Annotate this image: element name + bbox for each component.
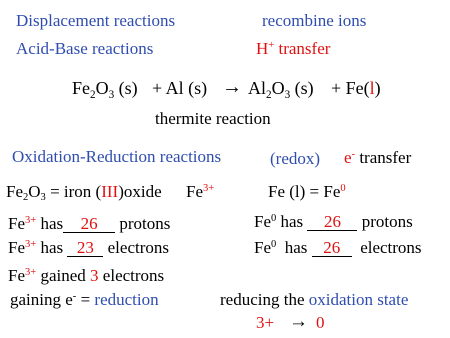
eq-close: )	[374, 78, 381, 98]
eq-plus-al: + Al (s)	[152, 78, 208, 98]
io-sub3: 3	[40, 192, 46, 204]
fe3-gained-line	[8, 267, 164, 284]
fe3-protons-answer: 26	[80, 214, 98, 233]
e-transfer-label	[344, 149, 411, 166]
redox-label: (redox)	[270, 149, 321, 168]
fe0-protons-suffix: protons	[357, 212, 413, 231]
fe0-electrons-blank	[312, 239, 352, 257]
fe3-protons-has: has	[36, 214, 64, 233]
oxidation-state-word: oxidation state	[308, 290, 409, 309]
acid-base-reactions-label: Acid-Base reactions	[16, 39, 154, 58]
oxidation-reduction-heading: Oxidation-Reduction reactions	[12, 147, 222, 166]
displacement-reactions-label: Displacement reactions	[16, 11, 176, 30]
fe3-protons-suffix: protons	[115, 214, 171, 233]
fe0-protons-fe: Fe	[254, 212, 271, 231]
fe0-protons-answer: 26	[323, 212, 341, 231]
eq-al: Al	[248, 78, 266, 98]
fe0-protons-has: has	[276, 212, 308, 231]
state-from: 3+	[256, 313, 275, 332]
eq-liquid: l	[369, 78, 375, 98]
fe3-charge: 3+	[203, 183, 215, 195]
fe3-protons-charge: 3+	[25, 215, 37, 227]
fe0-protons-line	[254, 213, 413, 231]
eq-state2: (s)	[290, 78, 314, 98]
fe0-protons-charge: 0	[271, 213, 277, 225]
h-ion: H	[256, 39, 269, 58]
eq-plus-fe-text: + Fe(	[331, 78, 370, 98]
e-symbol: e	[344, 148, 352, 167]
fe3-electrons-line	[8, 239, 169, 257]
io-o: O	[28, 182, 41, 201]
h-transfer-text: transfer	[274, 39, 331, 58]
fe0-electrons-line	[254, 239, 422, 257]
eq-o: O	[95, 78, 109, 98]
reducing-oxidation-state-line	[220, 291, 408, 308]
h-ion-charge: +	[268, 40, 275, 52]
fe0-electrons-suffix: electrons	[351, 238, 422, 257]
gaining-text: gaining e	[10, 290, 73, 309]
io-roman: III	[101, 182, 119, 201]
state-to: 0	[316, 313, 325, 332]
fe-liquid-label	[268, 183, 346, 200]
fe3-ion-label	[186, 183, 214, 200]
gaining-eq: =	[76, 290, 95, 309]
eq-plus-fe	[331, 79, 381, 97]
fe3-protons-line	[8, 215, 170, 233]
eq-products	[248, 78, 314, 101]
fe0-electrons-charge: 0	[271, 239, 277, 251]
recombine-ions-label: recombine ions	[262, 11, 367, 30]
io-tail: )oxide	[118, 182, 162, 201]
fe3-protons-blank	[63, 215, 115, 233]
e-transfer-text: transfer	[355, 148, 412, 167]
eq-al-sub: 2	[266, 88, 272, 101]
io-eq: = iron (	[45, 182, 102, 201]
thermite-equation	[72, 78, 138, 101]
iron-oxide-name	[6, 182, 162, 204]
eq-o-sub: 3	[108, 88, 115, 101]
gaining-charge: -	[72, 291, 77, 303]
fe-liquid-charge: 0	[340, 183, 346, 195]
fe3-gained-num: 3	[90, 266, 99, 285]
reducing-text: reducing the	[220, 290, 309, 309]
fe3-symbol: Fe	[186, 182, 203, 201]
fe3-electrons-has: has	[36, 238, 68, 257]
fe3-electrons-answer: 23	[76, 238, 94, 257]
fe3-electrons-fe: Fe	[8, 238, 25, 257]
fe3-electrons-suffix: electrons	[103, 238, 169, 257]
fe3-gained-charge: 3+	[25, 267, 37, 279]
eq-fe: Fe	[72, 78, 90, 98]
fe0-electrons-fe: Fe	[254, 238, 271, 257]
fe3-protons-fe: Fe	[8, 214, 25, 233]
fe3-gained-fe: Fe	[8, 266, 25, 285]
fe0-protons-blank	[307, 213, 357, 231]
reduction-word: reduction	[94, 290, 159, 309]
eq-fe-sub: 2	[90, 88, 96, 101]
state-arrow-icon: →	[289, 311, 308, 332]
fe0-electrons-has: has	[276, 238, 312, 257]
io-fe: Fe	[6, 182, 23, 201]
eq-o2-sub: 3	[284, 88, 291, 101]
h-transfer-label	[256, 40, 330, 57]
io-sub2: 2	[23, 192, 29, 204]
fe3-gained-suffix: electrons	[98, 266, 165, 285]
fe3-electrons-charge: 3+	[25, 239, 37, 251]
thermite-reaction-label: thermite reaction	[155, 109, 271, 128]
eq-arrow-icon: →	[222, 76, 242, 98]
fe3-gained-text: gained	[36, 266, 91, 285]
fe3-electrons-blank	[67, 239, 103, 257]
eq-o2: O	[271, 78, 285, 98]
fe0-electrons-answer: 26	[323, 238, 341, 257]
gaining-electrons-line	[10, 291, 159, 308]
fe-liquid-text: Fe (l) = Fe	[268, 182, 341, 201]
eq-state1: (s)	[114, 78, 138, 98]
e-charge: -	[351, 149, 356, 161]
